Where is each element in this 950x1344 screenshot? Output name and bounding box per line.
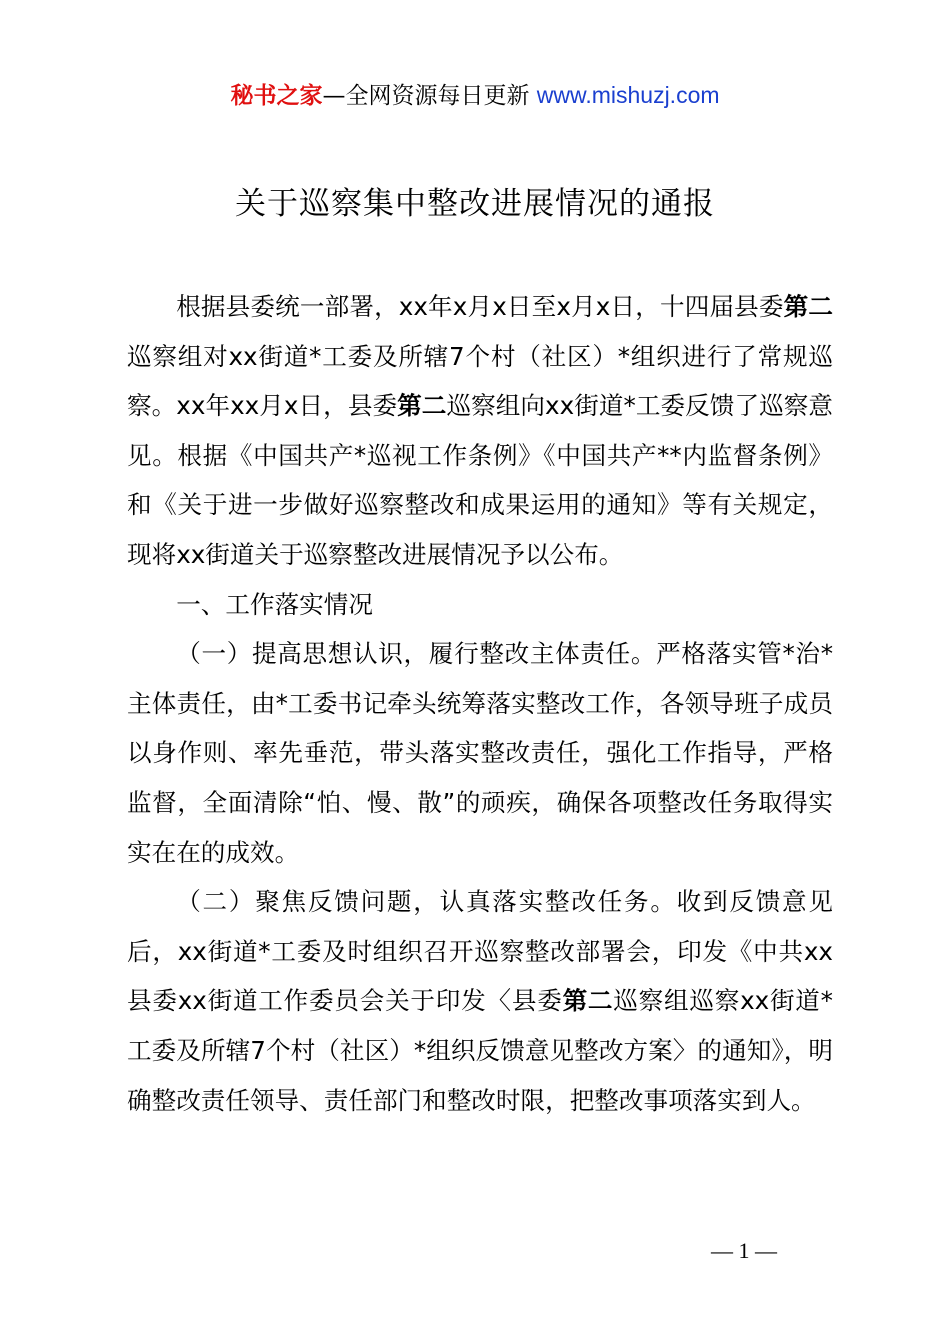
site-url[interactable]: www.mishuzj.com (536, 82, 720, 108)
bold-text: 第二 (397, 391, 447, 421)
text-run: 巡察组巡察xx街道*工委及所辖7个村（社区）*组织反馈意见整改方案〉的通知》，明确整改责任领导、责任部门和整改时限，把整改事项落实到人。 (127, 986, 833, 1115)
brand-name: 秘书之家 (230, 83, 323, 109)
bold-text: 第二 (783, 292, 833, 321)
paragraph-intro (127, 282, 833, 580)
document-body (127, 282, 833, 1125)
text-run: （二）聚焦反馈问题，认真落实整改任务。收到反馈意见后，xx街道*工委及时组织召开巡察整改部署会，印发《中共xx县委xx街道工作委员会关于印发〈县委 (127, 887, 833, 1016)
text-run: 巡察组向xx街道*工委反馈了巡察意见。根据《中国共产*巡视工作条例》《中国共产**内监督条例》和《关于进一步做好巡察整改和成果运用的通知》等有关规定，现将xx街道关于巡察整改进展情况予以公布。 (127, 391, 833, 569)
paragraph-item-1: （一）提高思想认识，履行整改主体责任。严格落实管*治*主体责任，由*工委书记牵头统筹落实整改工作，各领导班子成员以身作则、率先垂范，带头落实整改责任，强化工作指导，严格监督，全面清除“怕、慢、散”的顽疾，确保各项整改任务取得实实在在的成效。 (127, 639, 833, 867)
bold-text: 第二 (562, 986, 614, 1016)
paragraph-item-2 (127, 877, 833, 1125)
banner-slogan: —全网资源每日更新 (322, 83, 537, 109)
document-title: 关于巡察集中整改进展情况的通报 (235, 186, 715, 222)
text-run: 根据县委统一部署，xx年x月x日至x月x日，十四届县委 (176, 292, 784, 321)
section-heading: 一、工作落实情况 (176, 589, 373, 619)
site-banner (0, 78, 950, 113)
text-run: 巡察组对xx街道*工委及所辖7个村（社区）*组织进行了常规巡察。xx年xx月x日，县委 (127, 341, 833, 421)
page-number: — 1 — (711, 1238, 777, 1263)
